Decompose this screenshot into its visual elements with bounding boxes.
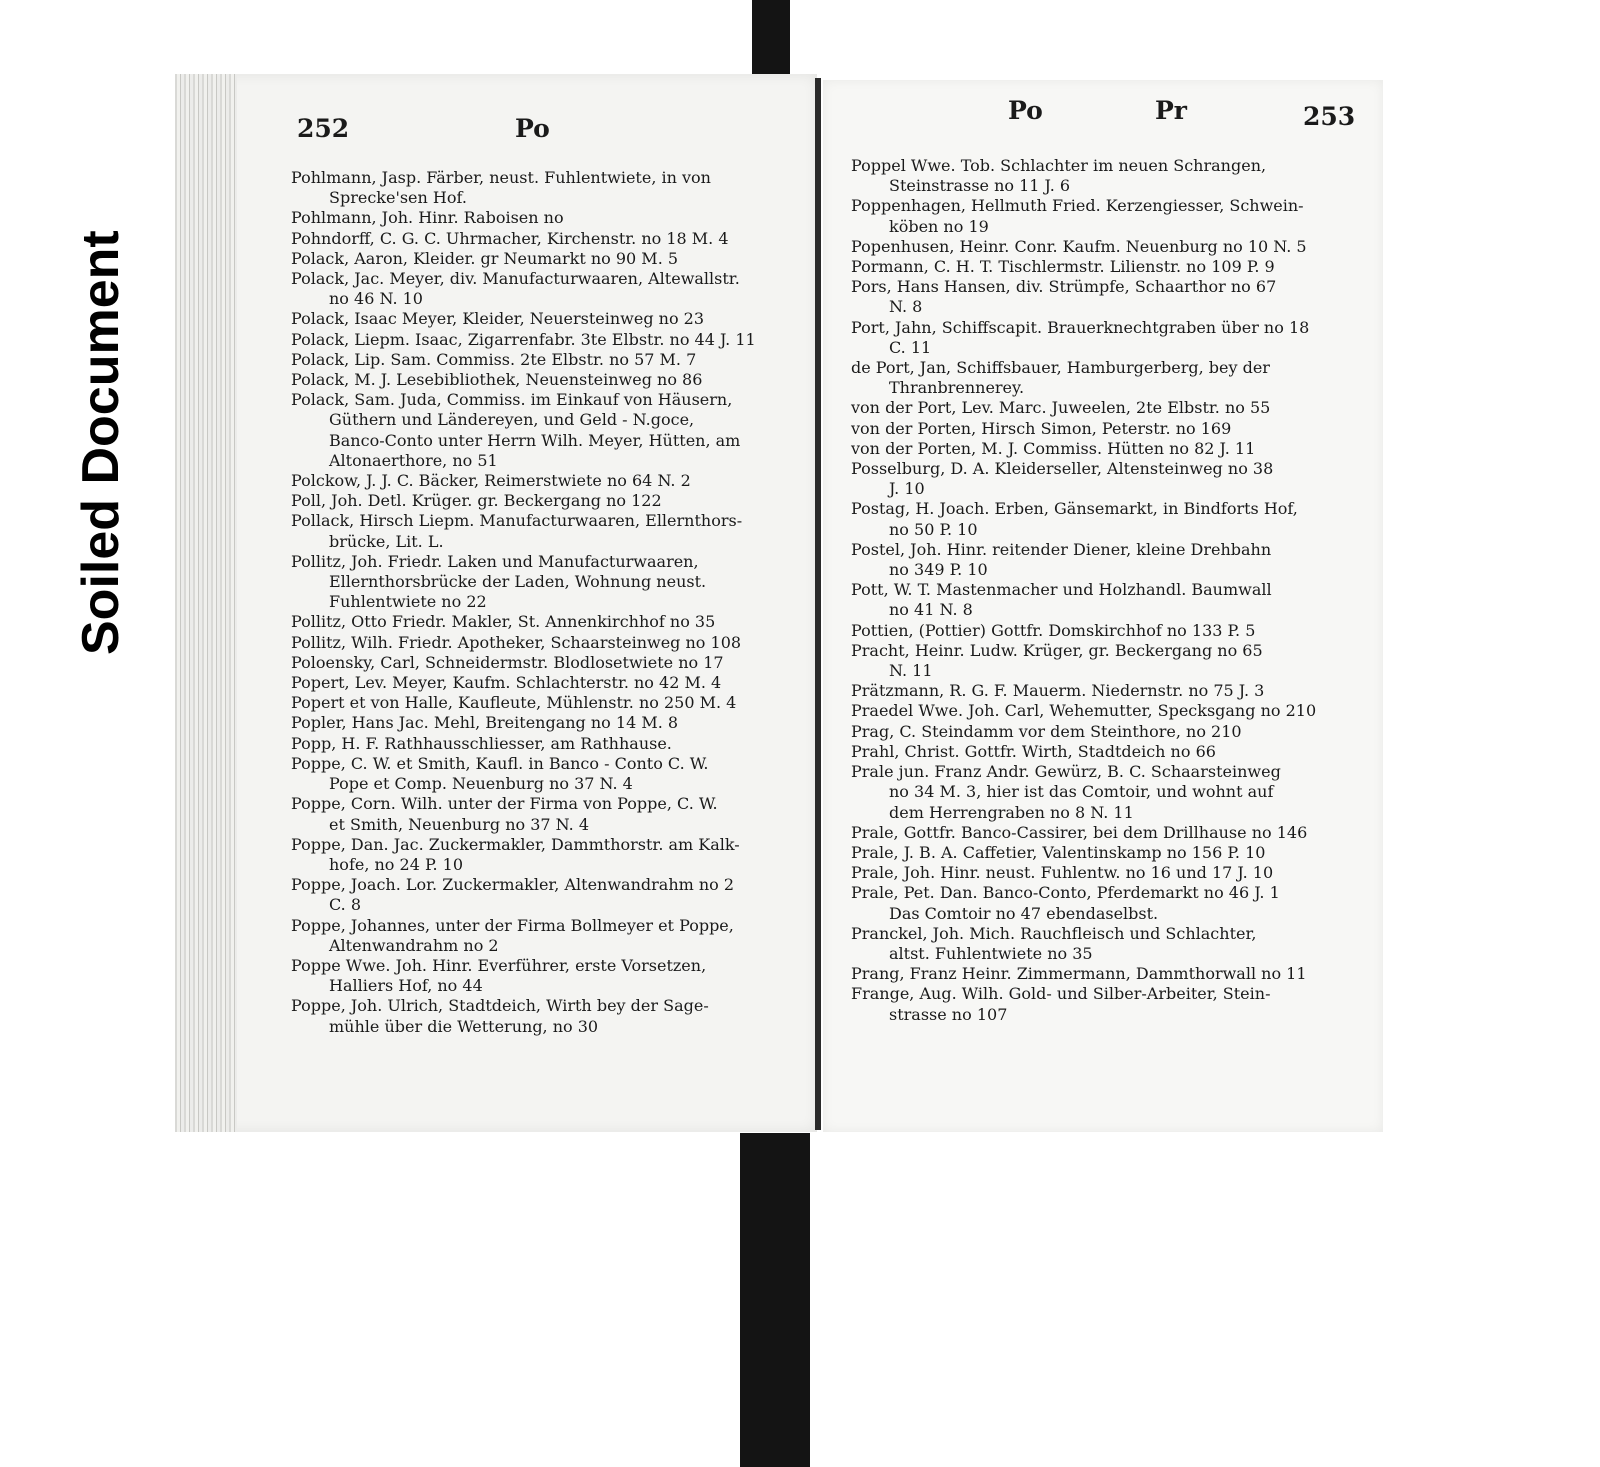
entry-continuation-line: Thranbrennerey. xyxy=(889,378,1025,398)
entry-first-line: Poloensky, Carl, Schneidermstr. Blodlosetwiete no 17 xyxy=(291,652,724,672)
directory-entry xyxy=(851,641,1355,681)
entry-first-line: Pollack, Hirsch Liepm. Manufacturwaaren, Ellernthors- xyxy=(291,511,743,531)
entry-first-line: Pollitz, Joh. Friedr. Laken und Manufacturwaaren, xyxy=(291,551,699,571)
directory-entry xyxy=(291,996,785,1036)
left-page-number: 252 xyxy=(297,114,350,143)
directory-entry xyxy=(851,742,1355,762)
entry-first-line: Prale, Gottfr. Banco-Cassirer, bei dem Drillhause no 146 xyxy=(851,822,1308,842)
directory-entry xyxy=(851,459,1355,499)
directory-entry xyxy=(291,390,785,471)
entry-continuation-line: Das Comtoir no 47 ebendaselbst. xyxy=(889,903,1159,923)
directory-entry xyxy=(851,398,1355,418)
directory-entry xyxy=(291,612,785,632)
entry-first-line: Postel, Joh. Hinr. reitender Diener, kleine Drehbahn xyxy=(851,539,1272,559)
entry-first-line: Poll, Joh. Detl. Krüger. gr. Beckergang no 122 xyxy=(291,491,662,511)
entry-first-line: Poppe, Joh. Ulrich, Stadtdeich, Wirth bey der Sage- xyxy=(291,996,709,1016)
entry-continuation-line: no 46 N. 10 xyxy=(329,289,423,309)
entry-first-line: Pottien, (Pottier) Gottfr. Domskirchhof no 133 P. 5 xyxy=(851,620,1256,640)
entry-continuation-line: Banco-Conto unter Herrn Wilh. Meyer, Hütten, am xyxy=(329,430,741,450)
entry-first-line: Prale, J. B. A. Caffetier, Valentinskamp no 156 P. 10 xyxy=(851,842,1266,862)
spine-shadow-bottom xyxy=(740,1133,810,1467)
directory-entry xyxy=(291,168,785,208)
directory-entry xyxy=(291,916,785,956)
open-book xyxy=(175,68,1375,1138)
entry-first-line: Prale jun. Franz Andr. Gewürz, B. C. Schaarsteinweg xyxy=(851,762,1281,782)
entry-continuation-line: N. 11 xyxy=(889,661,933,681)
directory-entry xyxy=(851,540,1355,580)
directory-entry xyxy=(851,419,1355,439)
entry-continuation-line: mühle über die Wetterung, no 30 xyxy=(329,1016,599,1036)
right-entry-list xyxy=(851,156,1355,1025)
entry-continuation-line: C. 8 xyxy=(329,895,362,915)
entry-first-line: Popert, Lev. Meyer, Kaufm. Schlachterstr. no 42 M. 4 xyxy=(291,673,722,693)
directory-entry xyxy=(291,350,785,370)
entry-first-line: Praedel Wwe. Joh. Carl, Wehemutter, Specksgang no 210 xyxy=(851,701,1317,721)
soiled-document-stamp xyxy=(68,160,130,660)
entry-continuation-line: N. 8 xyxy=(889,297,923,317)
entry-first-line: Prahl, Christ. Gottfr. Wirth, Stadtdeich no 66 xyxy=(851,741,1216,761)
directory-entry xyxy=(291,835,785,875)
entry-first-line: Poppe, Johannes, unter der Firma Bollmeyer et Poppe, xyxy=(291,915,734,935)
directory-entry xyxy=(851,863,1355,883)
right-page-number: 253 xyxy=(1303,102,1356,131)
directory-entry xyxy=(851,823,1355,843)
entry-first-line: Popert et von Halle, Kaufleute, Mühlenstr. no 250 M. 4 xyxy=(291,693,737,713)
directory-entry xyxy=(291,754,785,794)
entry-continuation-line: Ellernthorsbrücke der Laden, Wohnung neust. xyxy=(329,572,707,592)
left-entry-list xyxy=(291,168,785,1037)
entry-first-line: Popler, Hans Jac. Mehl, Breitengang no 14 M. 8 xyxy=(291,713,679,733)
directory-entry xyxy=(851,499,1355,539)
entry-first-line: Prale, Pet. Dan. Banco-Conto, Pferdemarkt no 46 J. 1 xyxy=(851,883,1280,903)
entry-continuation-line: Halliers Hof, no 44 xyxy=(329,976,483,996)
entry-first-line: Pollitz, Wilh. Friedr. Apotheker, Schaarsteinweg no 108 xyxy=(291,632,742,652)
entry-first-line: Polack, M. J. Lesebibliothek, Neuensteinweg no 86 xyxy=(291,370,703,390)
directory-entry xyxy=(851,358,1355,398)
directory-entry xyxy=(291,229,785,249)
directory-entry xyxy=(291,875,785,915)
directory-entry xyxy=(851,439,1355,459)
directory-entry xyxy=(851,196,1355,236)
entry-continuation-line: köben no 19 xyxy=(889,216,989,236)
directory-entry xyxy=(291,491,785,511)
entry-first-line: Postag, H. Joach. Erben, Gänsemarkt, in Bindforts Hof, xyxy=(851,499,1298,519)
entry-first-line: Poppe Wwe. Joh. Hinr. Everführer, erste Vorsetzen, xyxy=(291,955,707,975)
entry-continuation-line: Steinstrasse no 11 J. 6 xyxy=(889,176,1071,196)
stamp-graphic xyxy=(68,160,130,660)
directory-entry xyxy=(851,722,1355,742)
entry-first-line: Poppe, Corn. Wilh. unter der Firma von Poppe, C. W. xyxy=(291,794,718,814)
entry-first-line: Polack, Liepm. Isaac, Zigarrenfabr. 3te Elbstr. no 44 J. 11 xyxy=(291,329,756,349)
entry-first-line: Popp, H. F. Rathhausschliesser, am Rathhause. xyxy=(291,733,672,753)
directory-entry xyxy=(291,330,785,350)
directory-entry xyxy=(291,249,785,269)
entry-first-line: Polack, Isaac Meyer, Kleider, Neuersteinweg no 23 xyxy=(291,309,705,329)
entry-continuation-line: no 41 N. 8 xyxy=(889,600,973,620)
directory-entry xyxy=(851,964,1355,984)
entry-first-line: Poppe, C. W. et Smith, Kaufl. in Banco - Conto C. W. xyxy=(291,753,709,773)
directory-entry xyxy=(851,318,1355,358)
directory-entry xyxy=(291,693,785,713)
entry-first-line: Poppe, Dan. Jac. Zuckermakler, Dammthorstr. am Kalk- xyxy=(291,834,740,854)
directory-entry xyxy=(291,269,785,309)
entry-first-line: Pohlmann, Jasp. Färber, neust. Fuhlentwiete, in von xyxy=(291,168,711,187)
directory-entry xyxy=(291,956,785,996)
entry-continuation-line: brücke, Lit. L. xyxy=(329,531,444,551)
entry-first-line: Prang, Franz Heinr. Zimmermann, Dammthorwall no 11 xyxy=(851,964,1307,984)
entry-first-line: von der Porten, Hirsch Simon, Peterstr. no 169 xyxy=(851,418,1232,438)
entry-first-line: Poppenhagen, Hellmuth Fried. Kerzengiesser, Schwein- xyxy=(851,196,1304,216)
entry-continuation-line: Güthern und Ländereyen, und Geld - N.goce, xyxy=(329,410,695,430)
entry-first-line: Polack, Sam. Juda, Commiss. im Einkauf von Häusern, xyxy=(291,390,733,410)
entry-first-line: Pors, Hans Hansen, div. Strümpfe, Schaarthor no 67 xyxy=(851,277,1277,297)
entry-continuation-line: dem Herrengraben no 8 N. 11 xyxy=(889,802,1134,822)
entry-continuation-line: Pope et Comp. Neuenburg no 37 N. 4 xyxy=(329,774,633,794)
directory-entry xyxy=(291,208,785,228)
directory-entry xyxy=(851,257,1355,277)
entry-first-line: von der Porten, M. J. Commiss. Hütten no 82 J. 11 xyxy=(851,438,1256,458)
entry-continuation-line: et Smith, Neuenburg no 37 N. 4 xyxy=(329,814,590,834)
entry-continuation-line: Sprecke'sen Hof. xyxy=(329,188,467,208)
directory-entry xyxy=(291,633,785,653)
directory-entry xyxy=(851,621,1355,641)
entry-continuation-line: Altenwandrahm no 2 xyxy=(329,935,499,955)
directory-entry xyxy=(851,237,1355,257)
directory-entry xyxy=(291,471,785,491)
entry-first-line: Frange, Aug. Wilh. Gold- und Silber-Arbeiter, Stein- xyxy=(851,984,1271,1004)
entry-first-line: Pormann, C. H. T. Tischlermstr. Lilienstr. no 109 P. 9 xyxy=(851,257,1275,277)
entry-continuation-line: Fuhlentwiete no 22 xyxy=(329,592,487,612)
entry-continuation-line: strasse no 107 xyxy=(889,1004,1008,1024)
entry-first-line: Pott, W. T. Mastenmacher und Holzhandl. Baumwall xyxy=(851,580,1272,600)
directory-entry xyxy=(851,701,1355,721)
entry-first-line: Poppe, Joach. Lor. Zuckermakler, Altenwandrahm no 2 xyxy=(291,875,735,895)
entry-continuation-line: hofe, no 24 P. 10 xyxy=(329,854,464,874)
stamp-text: Soiled Document xyxy=(72,230,130,655)
entry-first-line: Posselburg, D. A. Kleiderseller, Altensteinweg no 38 xyxy=(851,459,1274,479)
right-page-header-left: Po xyxy=(1008,96,1043,125)
directory-entry xyxy=(851,843,1355,863)
directory-entry xyxy=(851,580,1355,620)
directory-entry xyxy=(291,673,785,693)
left-page xyxy=(175,74,817,1132)
directory-entry xyxy=(291,552,785,613)
directory-entry xyxy=(851,681,1355,701)
directory-entry xyxy=(291,713,785,733)
directory-entry xyxy=(291,309,785,329)
book-gutter xyxy=(815,78,821,1130)
left-page-header: Po xyxy=(515,114,550,143)
directory-entry xyxy=(291,794,785,834)
entry-continuation-line: J. 10 xyxy=(889,479,925,499)
directory-entry xyxy=(851,156,1355,196)
entry-first-line: von der Port, Lev. Marc. Juweelen, 2te Elbstr. no 55 xyxy=(851,398,1271,418)
entry-first-line: Polack, Lip. Sam. Commiss. 2te Elbstr. no 57 M. 7 xyxy=(291,349,697,369)
entry-first-line: Prag, C. Steindamm vor dem Steinthore, no 210 xyxy=(851,721,1242,741)
entry-first-line: Port, Jahn, Schiffscapit. Brauerknechtgraben über no 18 xyxy=(851,317,1310,337)
directory-entry xyxy=(851,924,1355,964)
entry-first-line: Pranckel, Joh. Mich. Rauchfleisch und Schlachter, xyxy=(851,923,1257,943)
right-page-header-right: Pr xyxy=(1155,96,1187,125)
directory-entry xyxy=(851,277,1355,317)
entry-continuation-line: no 349 P. 10 xyxy=(889,560,988,580)
page-edges xyxy=(175,74,237,1132)
entry-first-line: Poppel Wwe. Tob. Schlachter im neuen Schrangen, xyxy=(851,156,1267,175)
entry-continuation-line: no 34 M. 3, hier ist das Comtoir, und wohnt auf xyxy=(889,782,1274,802)
entry-first-line: Popenhusen, Heinr. Conr. Kaufm. Neuenburg no 10 N. 5 xyxy=(851,236,1307,256)
entry-first-line: Prätzmann, R. G. F. Mauerm. Niedernstr. no 75 J. 3 xyxy=(851,681,1265,701)
entry-first-line: de Port, Jan, Schiffsbauer, Hamburgerberg, bey der xyxy=(851,358,1270,378)
directory-entry xyxy=(851,762,1355,823)
directory-entry xyxy=(851,883,1355,923)
entry-first-line: Polckow, J. J. C. Bäcker, Reimerstwiete no 64 N. 2 xyxy=(291,471,691,491)
entry-continuation-line: C. 11 xyxy=(889,337,932,357)
directory-entry xyxy=(291,511,785,551)
right-page xyxy=(823,80,1383,1132)
entry-first-line: Polack, Jac. Meyer, div. Manufacturwaaren, Altewallstr. xyxy=(291,269,740,289)
directory-entry xyxy=(291,370,785,390)
entry-first-line: Prale, Joh. Hinr. neust. Fuhlentw. no 16 und 17 J. 10 xyxy=(851,863,1274,883)
entry-first-line: Pohndorff, C. G. C. Uhrmacher, Kirchenstr. no 18 M. 4 xyxy=(291,228,729,248)
directory-entry xyxy=(291,734,785,754)
directory-entry xyxy=(851,984,1355,1024)
entry-continuation-line: no 50 P. 10 xyxy=(889,519,978,539)
entry-first-line: Pollitz, Otto Friedr. Makler, St. Annenkirchhof no 35 xyxy=(291,612,716,632)
entry-first-line: Pracht, Heinr. Ludw. Krüger, gr. Beckergang no 65 xyxy=(851,640,1263,660)
entry-continuation-line: altst. Fuhlentwiete no 35 xyxy=(889,943,1093,963)
directory-entry xyxy=(291,653,785,673)
entry-continuation-line: Altonaerthore, no 51 xyxy=(329,450,498,470)
entry-first-line: Pohlmann, Joh. Hinr. Raboisen no xyxy=(291,208,564,228)
entry-first-line: Polack, Aaron, Kleider. gr Neumarkt no 90 M. 5 xyxy=(291,248,679,268)
